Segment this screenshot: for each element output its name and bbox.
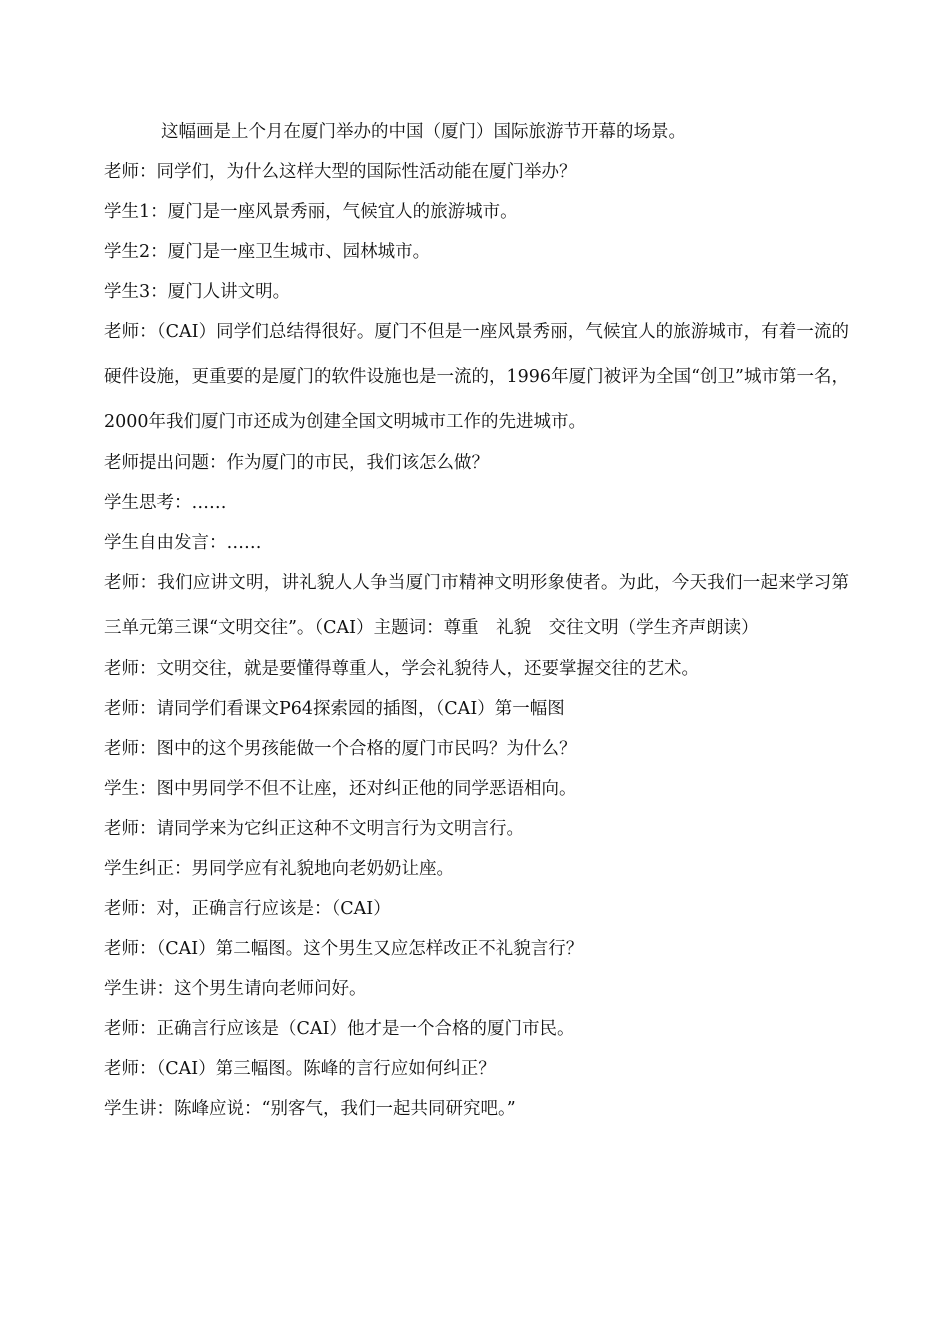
paragraph-teacher-picture-1: 老师：请同学们看课文P64探索园的插图，（CAI）第一幅图 bbox=[104, 699, 565, 719]
paragraph-teacher-question: 老师：同学们，为什么这样大型的国际性活动能在厦门举办？ bbox=[104, 162, 577, 182]
paragraph-teacher-qualified: 老师：图中的这个男孩能做一个合格的厦门市民吗？为什么？ bbox=[104, 739, 577, 759]
paragraph-teacher-topic: 老师：我们应讲文明，讲礼貌人人争当厦门市精神文明形象使者。为此，今天我们一起来学习第三单元第三课“文明交往”。（CAI）主题词：尊重 礼貌 交往文明（学生齐声朗读） bbox=[104, 573, 849, 638]
paragraph-student-answer: 学生：图中男同学不但不让座，还对纠正他的同学恶语相向。 bbox=[104, 779, 577, 799]
paragraph-teacher-qualified-citizen: 老师：正确言行应该是（CAI）他才是一个合格的厦门市民。 bbox=[104, 1019, 575, 1039]
paragraph-teacher-summary: 老师：（CAI）同学们总结得很好。厦门不但是一座风景秀丽，气候宜人的旅游城市，有着一流的硬件设施，更重要的是厦门的软件设施也是一流的，1996年厦门被评为全国“创卫”城市第一名，2000年我们厦门市还成为创建全国文明城市工作的先进城市。 bbox=[104, 322, 849, 432]
paragraph-student-chenfeng: 学生讲：陈峰应说：“别客气，我们一起共同研究吧。” bbox=[104, 1099, 516, 1119]
paragraph-student-greet: 学生讲：这个男生请向老师问好。 bbox=[104, 979, 367, 999]
paragraph-student-correct: 学生纠正：男同学应有礼貌地向老奶奶让座。 bbox=[104, 859, 454, 879]
paragraph-teacher-right: 老师：对，正确言行应该是：（CAI） bbox=[104, 899, 391, 919]
paragraph-teacher-asks: 老师提出问题：作为厦门的市民，我们该怎么做？ bbox=[104, 453, 489, 473]
document-body bbox=[104, 112, 849, 1129]
paragraph-intro: 这幅画是上个月在厦门举办的中国（厦门）国际旅游节开幕的场景。 bbox=[161, 122, 686, 142]
paragraph-student-2: 学生2：厦门是一座卫生城市、园林城市。 bbox=[104, 242, 431, 262]
paragraph-teacher-correct: 老师：请同学来为它纠正这种不文明言行为文明言行。 bbox=[104, 819, 524, 839]
paragraph-teacher-civil: 老师：文明交往，就是要懂得尊重人，学会礼貌待人，还要掌握交往的艺术。 bbox=[104, 659, 699, 679]
paragraph-students-speak: 学生自由发言：…… bbox=[104, 533, 262, 553]
paragraph-student-3: 学生3：厦门人讲文明。 bbox=[104, 282, 291, 302]
paragraph-teacher-picture-2: 老师：（CAI）第二幅图。这个男生又应怎样改正不礼貌言行？ bbox=[104, 939, 584, 959]
paragraph-teacher-picture-3: 老师：（CAI）第三幅图。陈峰的言行应如何纠正？ bbox=[104, 1059, 496, 1079]
paragraph-student-1: 学生1：厦门是一座风景秀丽，气候宜人的旅游城市。 bbox=[104, 202, 518, 222]
paragraph-students-think: 学生思考：…… bbox=[104, 493, 227, 513]
